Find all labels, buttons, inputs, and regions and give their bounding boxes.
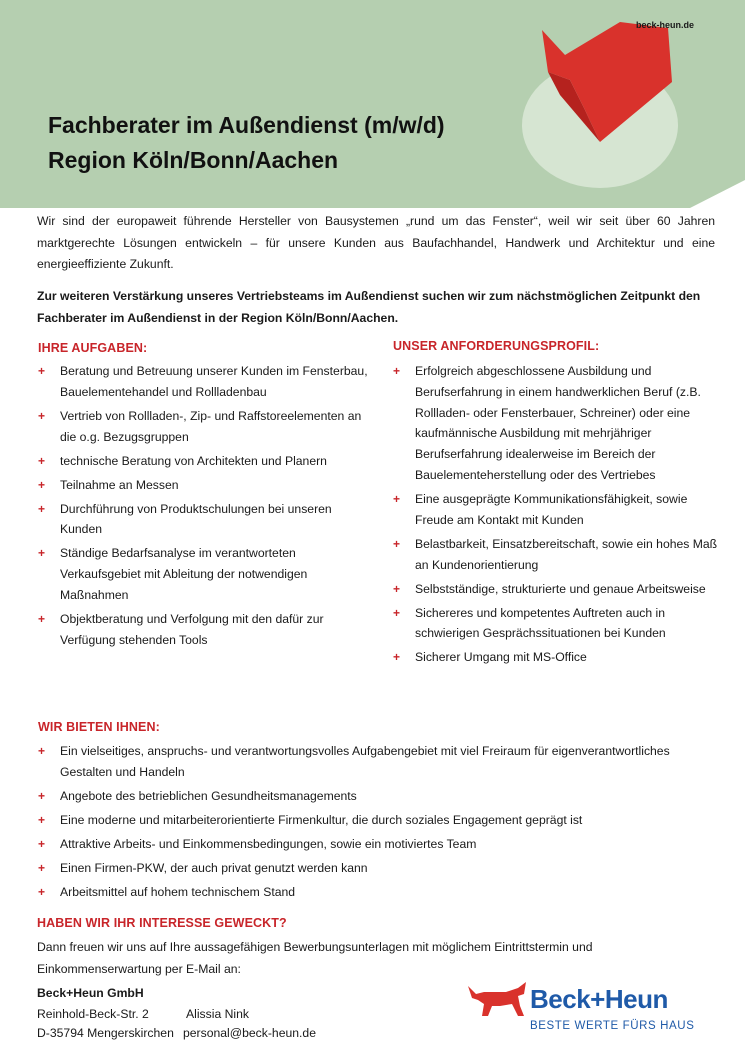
plus-icon: +	[38, 408, 46, 423]
tasks-item-text: Teilnahme an Messen	[60, 477, 179, 492]
company-logo	[466, 980, 706, 1040]
profile-heading: UNSER ANFORDERUNGSPROFIL:	[393, 339, 600, 353]
contact-person: Alissia Nink	[186, 1007, 249, 1021]
plus-icon: +	[38, 477, 46, 492]
plus-icon: +	[393, 364, 401, 378]
plus-icon: +	[38, 501, 46, 516]
header-banner	[0, 0, 745, 208]
offer-item	[38, 882, 718, 903]
plus-icon: +	[38, 364, 46, 378]
offer-item	[38, 741, 718, 783]
plus-icon: +	[38, 788, 46, 803]
plus-icon: +	[393, 581, 401, 596]
profile-item-text: Sicherer Umgang mit MS-Office	[415, 650, 587, 665]
plus-icon: +	[38, 860, 46, 875]
profile-list	[393, 361, 718, 671]
offer-item	[38, 834, 718, 855]
offer-item-text: Angebote des betrieblichen Gesundheitsmanagements	[60, 788, 357, 803]
plus-icon: +	[38, 546, 46, 561]
intro-paragraph: Wir sind der europaweit führende Hersteller von Bausystemen „rund um das Fenster“, weil wir seit über 60 Jahren marktgerechte Lösungen entwickeln – für unsere Kunden aus Baufachhandel, Handwerk und Architektur und eine energieeffiziente Zukunft.	[37, 214, 715, 271]
plus-icon: +	[393, 536, 401, 551]
plus-icon: +	[38, 812, 46, 827]
plus-icon: +	[38, 744, 46, 758]
profile-item	[393, 534, 718, 576]
tasks-item-text: Durchführung von Produktschulungen bei unseren Kunden	[60, 501, 332, 537]
offer-list	[38, 741, 718, 906]
profile-item-text: Belastbarkeit, Einsatzbereitschaft, sowie ein hohes Maß an Kundenorientierung	[415, 536, 718, 572]
offer-item	[38, 810, 718, 831]
plus-icon: +	[38, 836, 46, 851]
city-address: D-35794 Mengerskirchen	[37, 1026, 174, 1040]
logo-tagline: BESTE WERTE FÜRS HAUS	[530, 1020, 695, 1032]
offer-heading: WIR BIETEN IHNEN:	[38, 720, 160, 734]
contact-heading: HABEN WIR IHR INTERESSE GEWECKT?	[37, 916, 287, 930]
lead-paragraph: Zur weiteren Verstärkung unseres Vertriebsteams im Außendienst suchen wir zum nächstmöglichen Zeitpunkt den Fachberater im Außendienst in der Region Köln/Bonn/Aachen.	[37, 289, 701, 325]
offer-item-text: Attraktive Arbeits- und Einkommensbedingungen, sowie ein motiviertes Team	[60, 836, 477, 851]
plus-icon: +	[393, 650, 401, 665]
tasks-item-text: Vertrieb von Rollladen-, Zip- und Raffstoreelementen an die o.g. Bezugsgruppen	[60, 408, 362, 444]
plus-icon: +	[38, 884, 46, 899]
logo-name: Beck+Heun	[530, 984, 668, 1014]
site-url[interactable]: beck-heun.de	[636, 20, 695, 30]
page-title	[48, 108, 445, 178]
offer-item	[38, 786, 718, 807]
profile-item-text: Eine ausgeprägte Kommunikationsfähigkeit, sowie Freude am Kontakt mit Kunden	[415, 491, 688, 527]
tasks-list	[38, 361, 368, 654]
company-name: Beck+Heun GmbH	[37, 986, 144, 1000]
profile-item	[393, 361, 718, 486]
contact-text: Dann freuen wir uns auf Ihre aussagefähigen Bewerbungsunterlagen mit möglichem Eintrittstermin und Einkommenserwartung per E-Mail an:	[37, 940, 593, 976]
offer-item	[38, 858, 718, 879]
profile-item-text: Erfolgreich abgeschlossene Ausbildung und Berufserfahrung in einem handwerklichen Beruf (z.B. Rollladen- oder Fensterbauer, Schreiner) oder eine kaufmännische Ausbildung mit mehrjähriger Berufserfahrung idealerweise im Bereich der Bauelementeherstellung oder des Vertriebes	[415, 364, 701, 482]
offer-item-text: Arbeitsmittel auf hohem technischem Stand	[60, 884, 296, 899]
profile-item	[393, 489, 718, 531]
offer-item-text: Ein vielseitiges, anspruchs- und verantwortungsvolles Aufgabengebiet mit viel Freiraum für eigenverantwortliches Gestalten und Handeln	[60, 744, 670, 779]
offer-item-text: Eine moderne und mitarbeiterorientierte Firmenkultur, die durch soziales Engagement geprägt ist	[60, 812, 583, 827]
tasks-item-text: Ständige Bedarfsanalyse im verantworteten Verkaufsgebiet mit Ableitung der notwendigen Maßnahmen	[60, 546, 308, 602]
tasks-item-text: Beratung und Betreuung unserer Kunden im Fensterbau, Bauelementehandel und Rollladenbau	[60, 364, 368, 399]
plus-icon: +	[38, 453, 46, 468]
tasks-item-text: technische Beratung von Architekten und Planern	[60, 453, 327, 468]
tasks-item	[38, 475, 368, 496]
contact-email[interactable]: personal@beck-heun.de	[183, 1026, 316, 1040]
plus-icon: +	[393, 605, 401, 620]
tasks-item	[38, 499, 368, 541]
title-line-2: Region Köln/Bonn/Aachen	[48, 147, 339, 173]
tasks-item	[38, 451, 368, 472]
tasks-item	[38, 406, 368, 448]
profile-item	[393, 647, 718, 668]
tasks-heading: IHRE AUFGABEN:	[38, 341, 148, 355]
title-line-1: Fachberater im Außendienst (m/w/d)	[48, 112, 445, 138]
offer-item-text: Einen Firmen-PKW, der auch privat genutzt werden kann	[60, 860, 368, 875]
profile-item-text: Selbstständige, strukturierte und genaue Arbeitsweise	[415, 581, 706, 596]
profile-item	[393, 603, 718, 645]
tasks-item	[38, 543, 368, 605]
tasks-item	[38, 361, 368, 403]
plus-icon: +	[393, 491, 401, 506]
fox-icon	[466, 980, 530, 1020]
plus-icon: +	[38, 611, 46, 626]
tasks-item	[38, 609, 368, 651]
tasks-item-text: Objektberatung und Verfolgung mit den dafür zur Verfügung stehenden Tools	[60, 611, 324, 647]
profile-item-text: Sichereres und kompetentes Auftreten auch in schwierigen Gesprächssituationen bei Kunden	[415, 605, 666, 641]
profile-item	[393, 579, 718, 600]
street-address: Reinhold-Beck-Str. 2	[37, 1007, 149, 1021]
